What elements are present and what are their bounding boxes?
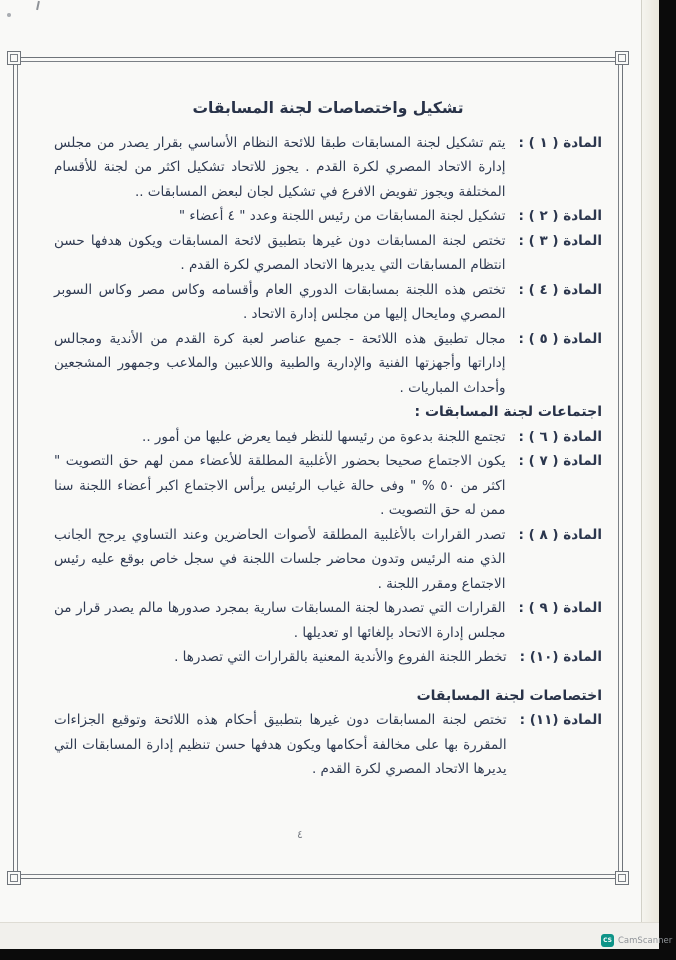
scan-speck bbox=[7, 13, 11, 17]
scan-dark-edge-right bbox=[659, 0, 676, 960]
camscanner-icon bbox=[601, 934, 614, 947]
article-row-5 bbox=[54, 327, 602, 401]
frame-corner-ornament bbox=[7, 871, 21, 885]
article-text: يكون الاجتماع صحيحا بحضور الأغلبية المطلقة للأعضاء ممن لهم حق التصويت " اكثر من ٥٠ % " وفى حالة غياب الرئيس يرأس الاجتماع اكبر أعضاء اللجنة سنا ممن له حق التصويت . bbox=[54, 453, 506, 518]
article-row-7 bbox=[54, 449, 602, 523]
article-text: تختص هذه اللجنة بمسابقات الدوري العام وأقسامه وكاس مصر وكاس السوبر المصري ومايحال إليها من مجلس إدارة الاتحاد . bbox=[54, 281, 506, 322]
article-number: المادة (١١) : bbox=[519, 712, 602, 728]
article-row-8 bbox=[54, 523, 602, 597]
article-row-6 bbox=[54, 425, 602, 450]
article-text: تشكيل لجنة المسابقات من رئيس اللجنة وعدد " ٤ أعضاء " bbox=[178, 208, 506, 224]
article-text: تصدر القرارات بالأغلبية المطلقة لأصوات الحاضرين وعند التساوي يرجح الجانب الذي منه الرئيس وتدون محاضر جلسات اللجنة في سجل خاص بوقع عليه رئيس الاجتماع ومقرر اللجنة . bbox=[54, 526, 506, 592]
article-row-10 bbox=[54, 645, 602, 670]
article-number: المادة ( ٤ ) : bbox=[518, 281, 602, 298]
paper-edge-shadow bbox=[641, 0, 659, 950]
frame-corner-ornament bbox=[7, 51, 21, 65]
paper-edge-shadow-bottom bbox=[0, 922, 659, 949]
scan-dark-edge-bottom bbox=[0, 949, 676, 960]
frame-corner-ornament bbox=[615, 871, 629, 885]
article-row-2 bbox=[54, 204, 602, 229]
article-number: المادة ( ٩ ) : bbox=[518, 600, 602, 616]
article-text: تخطر اللجنة الفروع والأندية المعنية بالقرارات التي تصدرها . bbox=[174, 649, 507, 665]
article-row-3 bbox=[54, 229, 602, 278]
article-row-11 bbox=[54, 708, 602, 782]
article-text: يتم تشكيل لجنة المسابقات طبقا للائحة النظام الأساسي بقرار يصدر من مجلس إدارة الاتحاد المصري لكرة القدم . يجوز للاتحاد تشكيل اكثر من لجنة للأقسام المختلفة ويجوز تفويض الافرع في تشكيل لجان لبعض المسابقات .. bbox=[54, 134, 506, 200]
camscanner-label: CamScanner bbox=[618, 935, 673, 946]
article-number: المادة ( ٣ ) : bbox=[518, 232, 602, 249]
article-row-4 bbox=[54, 278, 602, 327]
article-number: المادة ( ٧ ) : bbox=[518, 453, 602, 469]
article-row-1 bbox=[54, 131, 602, 205]
article-number: المادة ( ٨ ) : bbox=[518, 526, 602, 543]
page-border-frame bbox=[13, 57, 623, 879]
article-number: المادة ( ٥ ) : bbox=[518, 330, 602, 347]
section-heading-competencies: اختصاصات لجنة المسابقات bbox=[416, 687, 602, 704]
section-heading-meetings: اجتماعات لجنة المسابقات : bbox=[414, 404, 602, 420]
article-text: تجتمع اللجنة بدعوة من رئيسها للنظر فيما يعرض عليها من أمور .. bbox=[142, 428, 506, 445]
article-number: المادة ( ١ ) : bbox=[518, 134, 602, 151]
frame-corner-ornament bbox=[615, 51, 629, 65]
article-number: المادة ( ٦ ) : bbox=[518, 428, 602, 445]
camscanner-watermark bbox=[601, 934, 672, 947]
article-text: تختص لجنة المسابقات دون غيرها بتطبيق أحكام هذه اللائحة وتوقيع الجزاءات المقررة بها على مخالفة أحكامها ويكون هدفها حسن تنظيم إدارة المسابقات التي يديرها الاتحاد المصري لكرة القدم . bbox=[54, 712, 507, 777]
article-text: مجال تطبيق هذه اللائحة - جميع عناصر لعبة كرة القدم من الأندية ومجالس إداراتها وأجهزتها الفنية والإدارية والطبية واللاعبين والملاعب وجمهور المشجعين وأحداث المباريات . bbox=[54, 330, 506, 396]
article-text: تختص لجنة المسابقات دون غيرها بتطبيق لائحة المسابقات ويكون هدفها حسن انتظام المسابقات التي يديرها الاتحاد المصري لكرة القدم . bbox=[54, 232, 506, 273]
article-text: القرارات التي تصدرها لجنة المسابقات سارية بمجرد صدورها مالم يصدر قرار من مجلس إدارة الاتحاد بإلغائها او تعديلها . bbox=[54, 600, 506, 641]
page-number: ٤ bbox=[297, 828, 303, 841]
document-body bbox=[54, 96, 602, 782]
article-row-9 bbox=[54, 596, 602, 645]
article-number: المادة ( ٢ ) : bbox=[518, 208, 602, 224]
article-number: المادة (١٠) : bbox=[519, 649, 602, 665]
document-title: تشكيل واختصاصات لجنة المسابقات bbox=[192, 99, 464, 117]
